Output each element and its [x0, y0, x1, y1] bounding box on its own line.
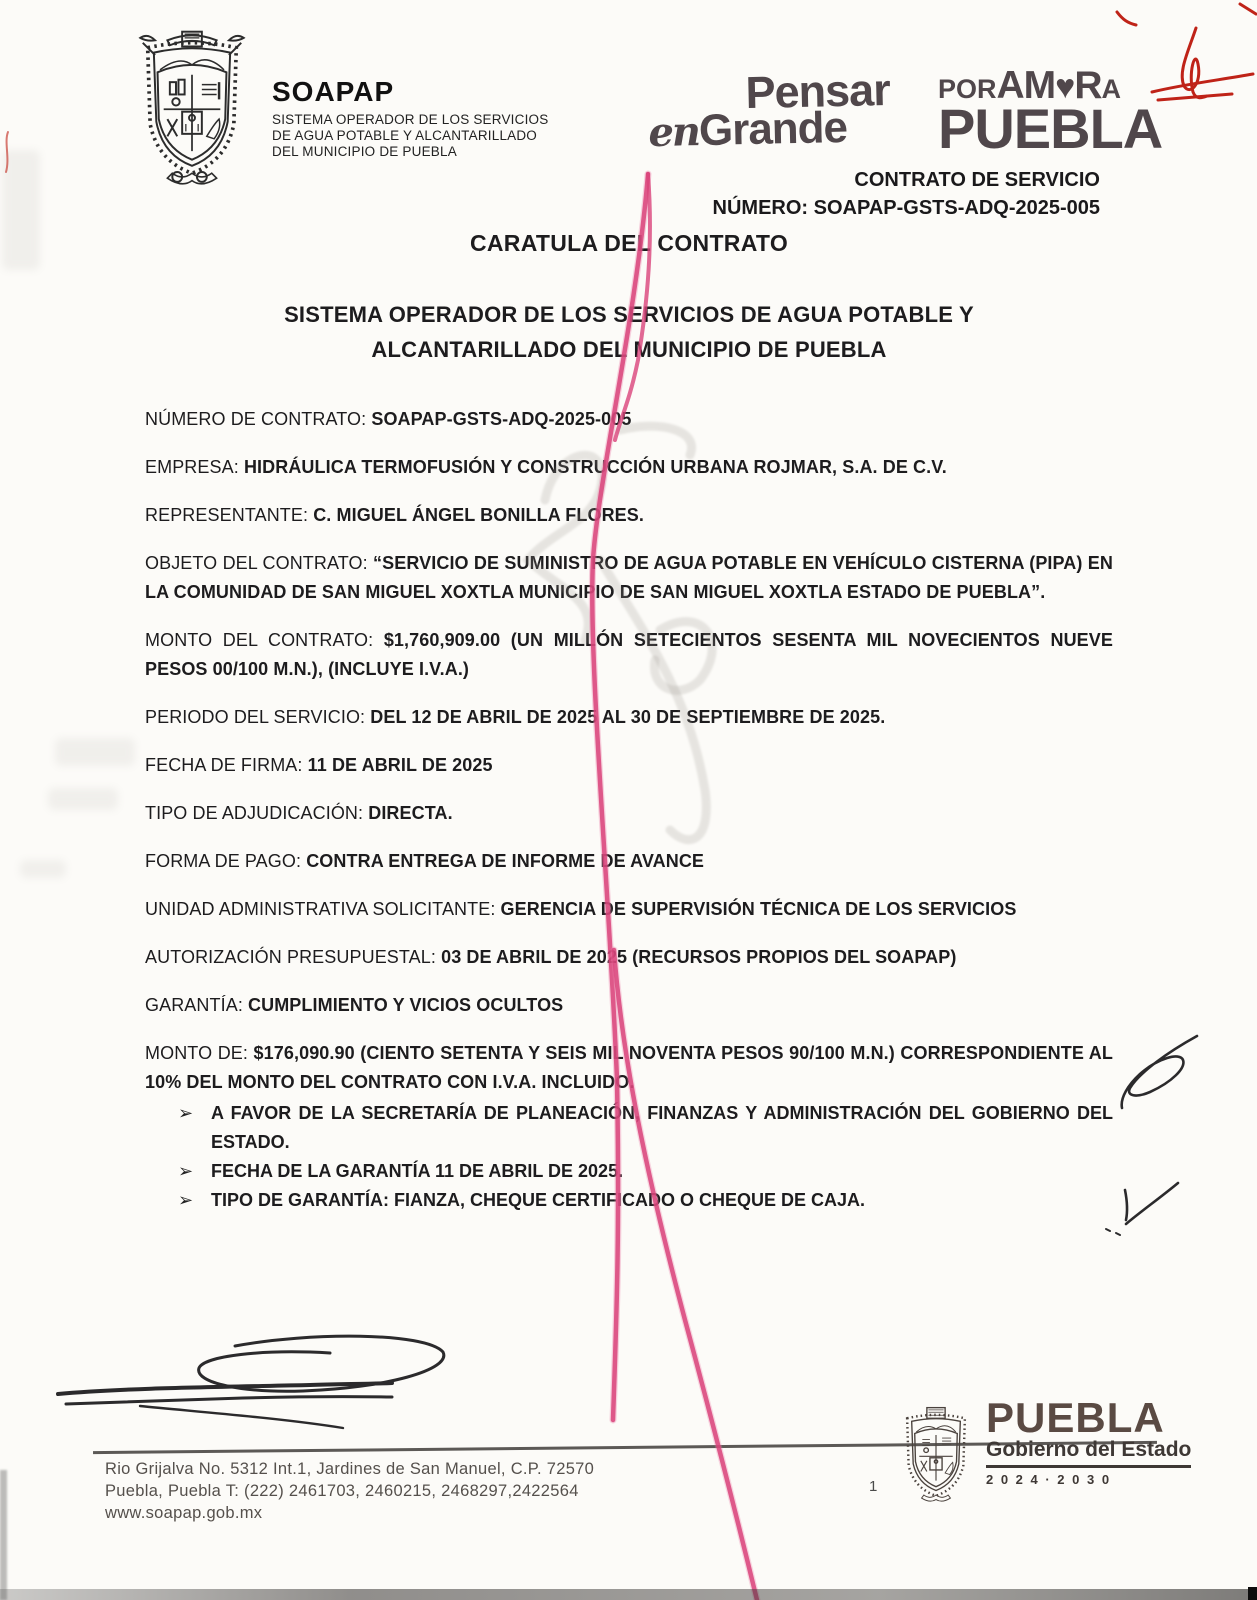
por-word: POR: [938, 74, 997, 104]
field-label: REPRESENTANTE:: [145, 505, 314, 525]
bullet-text: TIPO DE GARANTÍA: FIANZA, CHEQUE CERTIFICADO O CHEQUE DE CAJA.: [211, 1190, 866, 1210]
bleed-through-mark: [20, 860, 66, 878]
handwritten-check-mark: [1106, 1183, 1178, 1235]
scan-edge-artifact: [0, 1470, 7, 1600]
field-value: SOAPAP-GSTS-ADQ-2025-005: [371, 409, 632, 429]
field-value: C. MIGUEL ÁNGEL BONILLA FLORES.: [313, 505, 644, 525]
contract-field: [145, 847, 1113, 876]
page-title: CARATULA DEL CONTRATO: [469, 230, 789, 256]
puebla-government-logo: [898, 1390, 1191, 1518]
soapap-header: [128, 28, 548, 188]
field-label: OBJETO DEL CONTRATO:: [145, 553, 374, 573]
bullet-item: [145, 1099, 1113, 1157]
contract-field: [145, 501, 1113, 530]
field-label: MONTO DEL CONTRATO:: [145, 630, 384, 650]
field-label: EMPRESA:: [145, 457, 244, 477]
soapap-coat-of-arms-icon: [128, 28, 256, 188]
contract-fields: [145, 405, 1113, 1097]
contract-field: [145, 991, 1113, 1020]
arrow-bullet-icon: ➢: [178, 1161, 194, 1181]
puebla-word: PUEBLA: [938, 97, 1163, 160]
field-value: $1,760,909.00 (UN MILLÓN SETECIENTOS SESENTA MIL NOVECIENTOS NUEVE PESOS 00/100 M.N.), (INCLUYE I.V.A.): [145, 630, 1113, 679]
contract-field: [145, 453, 1113, 482]
soapap-logo-name: SOAPAP: [272, 76, 395, 107]
field-label: MONTO DE:: [145, 1043, 254, 1063]
field-label: TIPO DE ADJUDICACIÓN:: [145, 803, 369, 823]
contract-field: [145, 626, 1113, 684]
footer-address: [105, 1458, 594, 1524]
field-value: CONTRA ENTREGA DE INFORME DE AVANCE: [306, 851, 705, 871]
en-grande-words: [648, 101, 949, 157]
field-value: 11 DE ABRIL DE 2025: [307, 755, 493, 775]
field-value: 03 DE ABRIL DE 2025 (RECURSOS PROPIOS DEL SOAPAP): [441, 947, 957, 967]
pensar-word: Pensar: [745, 64, 891, 119]
scan-edge-artifact: [0, 1589, 1257, 1600]
bullet-item: [145, 1186, 1113, 1215]
field-label: NÚMERO DE CONTRATO:: [145, 409, 372, 429]
bullet-text: FECHA DE LA GARANTÍA 11 DE ABRIL DE 2025.: [211, 1161, 624, 1181]
bleed-through-mark: [48, 788, 118, 810]
page-number: 1: [869, 1478, 878, 1495]
contract-field: [145, 895, 1113, 924]
field-value: CUMPLIMIENTO Y VICIOS OCULTOS: [248, 995, 564, 1015]
field-label: PERIODO DEL SERVICIO:: [145, 707, 371, 727]
signature-flourish: [58, 1336, 444, 1428]
field-value: DEL 12 DE ABRIL DE 2025 AL 30 DE SEPTIEMBRE DE 2025.: [370, 707, 886, 727]
organization-title-line: ALCANTARILLADO DEL MUNICIPIO DE PUEBLA: [371, 337, 887, 362]
organization-title-line: SISTEMA OPERADOR DE LOS SERVICIOS DE AGUA POTABLE Y: [284, 302, 974, 327]
bullet-text: A FAVOR DE LA SECRETARÍA DE PLANEACIÓN, FINANZAS Y ADMINISTRACIÓN DEL GOBIERNO DEL ESTADO.: [211, 1103, 1113, 1152]
arrow-bullet-icon: ➢: [178, 1103, 194, 1123]
guarantee-bullet-list: [145, 1099, 1113, 1215]
soapap-subtitle-line: DE AGUA POTABLE Y ALCANTARILLADO: [272, 128, 538, 143]
field-label: AUTORIZACIÓN PRESUPUESTAL:: [145, 947, 442, 967]
field-value: HIDRÁULICA TERMOFUSIÓN Y CONSTRUCCIÓN URBANA ROJMAR, S.A. DE C.V.: [243, 457, 947, 477]
contract-field: [145, 549, 1113, 607]
bleed-through-mark: [55, 738, 135, 766]
website-url: www.soapap.gob.mx: [105, 1504, 263, 1522]
a-word: A: [1101, 74, 1122, 104]
grande-word: Grande: [698, 102, 848, 156]
contract-field: [145, 703, 1113, 732]
heart-icon: ♥: [1055, 68, 1075, 106]
contract-meta: [713, 166, 1100, 222]
bullet-item: [145, 1157, 1113, 1186]
soapap-subtitle-line: SISTEMA OPERADOR DE LOS SERVICIOS: [272, 112, 549, 127]
contract-number-line: NÚMERO: SOAPAP-GSTS-ADQ-2025-005: [712, 197, 1100, 219]
amor-word-start: AM: [996, 64, 1056, 107]
soapap-subtitle-line: DEL MUNICIPIO DE PUEBLA: [272, 144, 457, 159]
organization-title: [145, 297, 1113, 367]
puebla-logo-years: 2 0 2 4 · 2 0 3 0: [986, 1472, 1112, 1487]
field-label: FORMA DE PAGO:: [145, 851, 307, 871]
field-value: GERENCIA DE SUPERVISIÓN TÉCNICA DE LOS SERVICIOS: [500, 899, 1017, 919]
contract-field: [145, 405, 1113, 434]
soapap-logo-subtitle: [272, 112, 548, 160]
field-value: $176,090.90 (CIENTO SETENTA Y SEIS MIL NOVENTA PESOS 90/100 M.N.) CORRESPONDIENTE AL 10% DEL MONTO DEL CONTRATO CON I.V.A. INCLUIDO.: [145, 1043, 1113, 1092]
contract-field: [145, 751, 1113, 780]
scan-corner-artifact: [1248, 1587, 1257, 1600]
puebla-logo-subtitle: Gobierno del Estado: [986, 1438, 1191, 1468]
field-label: UNIDAD ADMINISTRATIVA SOLICITANTE:: [145, 899, 501, 919]
contract-body: [145, 230, 1113, 1215]
arrow-bullet-icon: ➢: [178, 1190, 194, 1210]
scan-smudge: [2, 150, 40, 270]
field-label: GARANTÍA:: [145, 995, 249, 1015]
en-script: en: [647, 108, 700, 157]
puebla-coat-of-arms-icon: [898, 1390, 974, 1518]
pensar-en-grande-stamp: [647, 63, 949, 157]
por-amor-a-puebla-stamp: [938, 64, 1178, 160]
amor-word-end: R: [1074, 64, 1102, 107]
field-label: FECHA DE FIRMA:: [145, 755, 308, 775]
address-line-1: Rio Grijalva No. 5312 Int.1, Jardines de San Manuel, C.P. 72570: [105, 1460, 595, 1478]
handwritten-rubric-s: [1122, 1036, 1197, 1108]
contract-field: [145, 799, 1113, 828]
contract-type-label: CONTRATO DE SERVICIO: [854, 169, 1100, 191]
contract-field: [145, 943, 1113, 972]
field-value: DIRECTA.: [368, 803, 453, 823]
contract-field: [145, 1039, 1113, 1097]
field-value: “SERVICIO DE SUMINISTRO DE AGUA POTABLE EN VEHÍCULO CISTERNA (PIPA) EN LA COMUNIDAD DE SAN MIGUEL XOXTLA MUNICIPIO DE SAN MIGUEL XOXTLA ESTADO DE PUEBLA”.: [145, 553, 1113, 602]
puebla-logo-name: PUEBLA: [986, 1394, 1165, 1441]
address-line-2: Puebla, Puebla T: (222) 2461703, 2460215, 2468297,2422564: [105, 1482, 579, 1500]
